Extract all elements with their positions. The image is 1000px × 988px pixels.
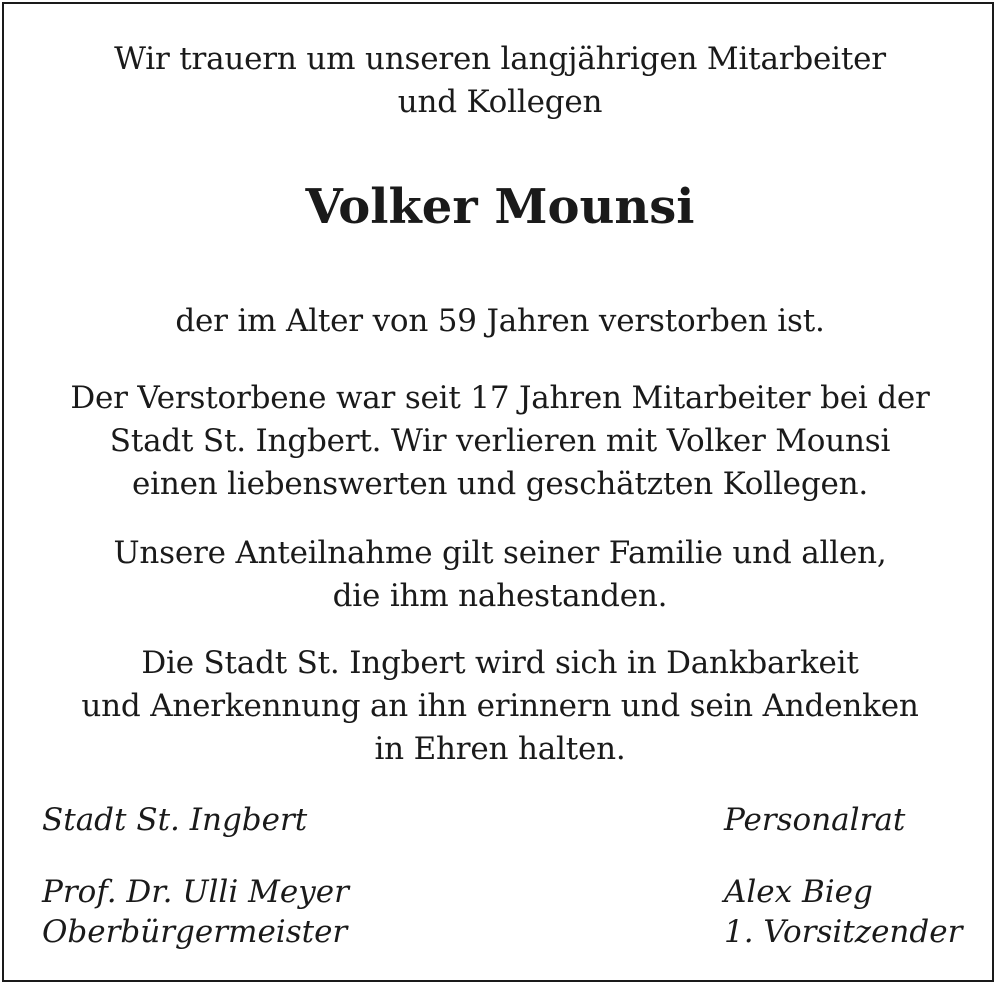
paragraph-condolence	[4, 532, 996, 618]
signature-left-person-block	[42, 872, 349, 952]
paragraph-service-line-1: Der Verstorbene war seit 17 Jahren Mitarbeiter bei der	[70, 380, 930, 416]
age-line	[4, 300, 996, 343]
paragraph-remembrance-line-2: und Anerkennung an ihn erinnern und sein Andenken	[81, 688, 919, 724]
age-text: der im Alter von 59 Jahren verstorben ist.	[175, 303, 825, 339]
signature-right-person: Alex Bieg	[724, 874, 873, 910]
signature-right-organization	[724, 800, 905, 840]
paragraph-condolence-line-2: die ihm nahestanden.	[332, 578, 668, 614]
signature-right-organization-text: Personalrat	[724, 802, 906, 838]
intro-line-2: und Kollegen	[397, 84, 603, 120]
paragraph-remembrance-line-1: Die Stadt St. Ingbert wird sich in Dankbarkeit	[141, 645, 859, 681]
signature-left-role: Oberbürgermeister	[42, 914, 348, 950]
paragraph-remembrance	[4, 642, 996, 771]
signature-left-organization-text: Stadt St. Ingbert	[42, 802, 308, 838]
paragraph-service-line-3: einen liebenswerten und geschätzten Kollegen.	[131, 466, 869, 502]
signature-right-role: 1. Vorsitzender	[724, 914, 963, 950]
deceased-name: Volker Mounsi	[305, 179, 695, 235]
signature-left-person: Prof. Dr. Ulli Meyer	[42, 874, 349, 910]
intro-line-1: Wir trauern um unseren langjährigen Mitarbeiter	[114, 41, 886, 77]
signature-right-person-block	[724, 872, 962, 952]
obituary-content	[4, 4, 996, 984]
paragraph-remembrance-line-3: in Ehren halten.	[374, 731, 626, 767]
intro-text	[4, 38, 996, 124]
paragraph-condolence-line-1: Unsere Anteilnahme gilt seiner Familie und allen,	[113, 535, 887, 571]
paragraph-service-line-2: Stadt St. Ingbert. Wir verlieren mit Volker Mounsi	[109, 423, 891, 459]
signature-left-organization	[42, 800, 307, 840]
paragraph-service	[4, 377, 996, 506]
obituary-frame	[2, 2, 994, 982]
